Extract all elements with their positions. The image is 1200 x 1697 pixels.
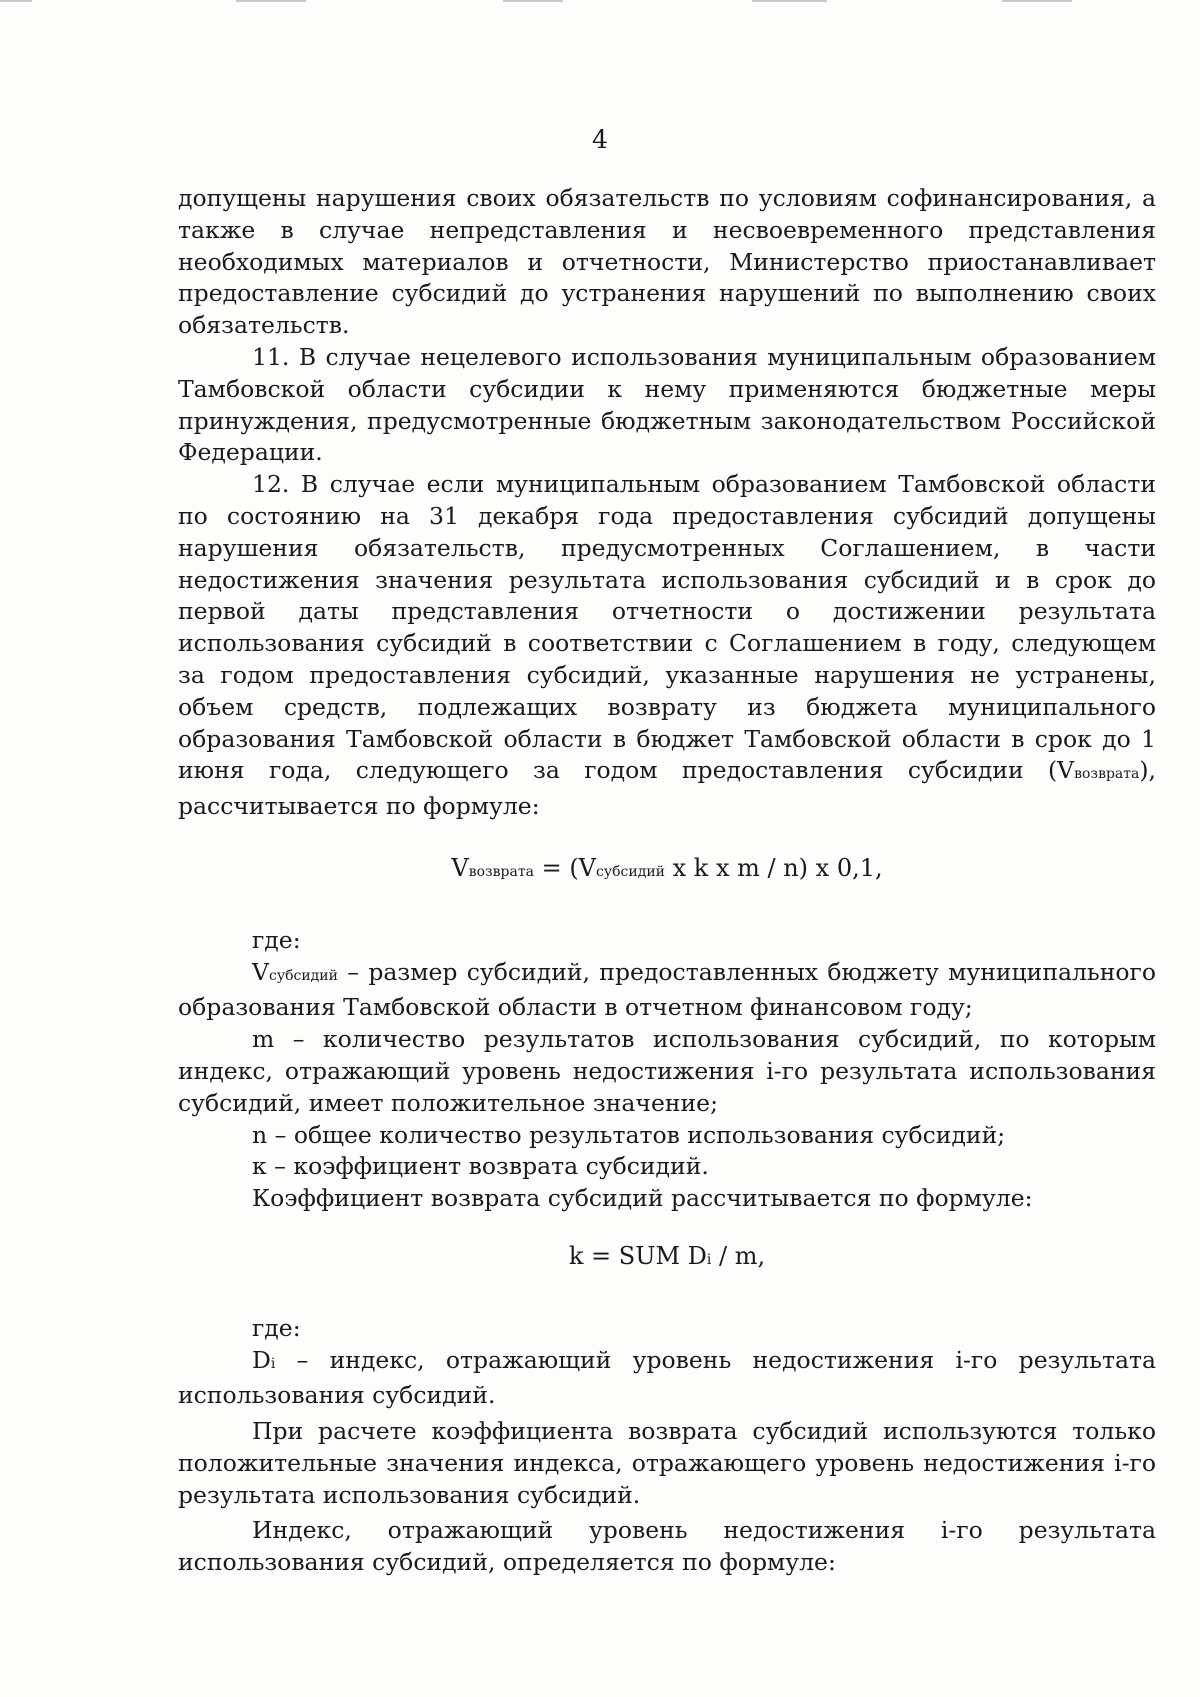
paragraph-index: Индекс, отражающий уровень недостижения i-го результата использования субсидий, определяется по формуле: [178, 1516, 1156, 1577]
definition-v-subsidy [178, 957, 1156, 1025]
paragraph-12-text: 12. В случае если муниципальным образованием Тамбовской области по состоянию на 31 декабря года предоставления субсидий допущены нарушения обязательств, предусмотренных Соглашением, в части недостижения значения результата использования субсидий и в срок до первой даты представления отчетности о достижении результата использования субсидий в соответствии с Соглашением в году, следующем за годом предоставления субсидий, указанные нарушения не устранены, объем средств, подлежащих возврату из бюджета муниципального образования Тамбовской области в бюджет Тамбовской области в срок до 1 июня года, следующего за годом предоставления субсидии ( [178, 470, 1156, 785]
where-label: где: [252, 925, 301, 954]
formula-k-end: / m, [711, 1241, 766, 1270]
def-v-subscript: субсидий [268, 967, 338, 984]
formula-sub-return: возврата [468, 863, 534, 880]
where-label: где: [252, 1313, 301, 1342]
formula-v-return [178, 853, 1156, 889]
scan-artifact [752, 0, 827, 2]
def-d-subscript: i [270, 1355, 276, 1372]
definition-n: n – общее количество результатов использования субсидий; [252, 1120, 1006, 1149]
def-v-text: – размер субсидий, предоставленных бюджету муниципального образования Тамбовской области в отчетном финансовом году; [178, 957, 1156, 1022]
formula-v: V [451, 853, 469, 882]
v-subscript: возврата [1074, 766, 1140, 783]
formula-rest: x k x m / n) x 0,1, [664, 853, 883, 882]
formula-k-start: k = SUM D [568, 1241, 707, 1270]
k-formula-intro: Коэффициент возврата субсидий рассчитывается по формуле: [252, 1184, 1033, 1213]
paragraph-continuation: допущены нарушения своих обязательств по условиям софинансирования, а также в случае непредставления и несвоевременного представления необходимых материалов и отчетности, Министерство приостанавливает предоставление субсидий до устранения нарушений по выполнению своих обязательств. [178, 184, 1156, 340]
def-d-symbol: D [252, 1345, 271, 1374]
definition-m: m – количество результатов использования субсидий, по которым индекс, отражающий уровень недостижения i-го результата использования субсидий, имеет положительное значение; [178, 1025, 1156, 1117]
definition-k: к – коэффициент возврата субсидий. [252, 1152, 709, 1181]
scan-artifact [1002, 0, 1072, 2]
scan-artifact [0, 0, 32, 2]
def-d-text: – индекс, отражающий уровень недостижения i-го результата использования субсидий. [178, 1345, 1156, 1410]
paragraph-12-end: ), рассчитывается по формуле: [178, 756, 1156, 821]
formula-mid: = (V [533, 853, 597, 882]
v-symbol: V [1057, 756, 1075, 785]
scan-artifact [503, 0, 563, 2]
paragraph-12 [178, 469, 1156, 823]
paragraph-11: 11. В случае нецелевого использования муниципальным образованием Тамбовской области субсидии к нему применяются бюджетные меры принуждения, предусмотренные бюджетным законодательством Российской Федерации. [178, 342, 1156, 467]
formula-sub-subsidy: субсидий [596, 863, 665, 880]
page-number: 4 [592, 125, 608, 154]
paragraph-calculation: При расчете коэффициента возврата субсидий используются только положительные значения индекса, отражающего уровень недостижения i-го результата использования субсидий. [178, 1417, 1156, 1509]
definition-d [178, 1345, 1156, 1413]
def-v-symbol: V [252, 957, 269, 986]
formula-k [178, 1241, 1156, 1277]
scan-artifact [236, 0, 306, 2]
formula-k-sub: i [706, 1251, 712, 1268]
document-body [178, 183, 1156, 1579]
